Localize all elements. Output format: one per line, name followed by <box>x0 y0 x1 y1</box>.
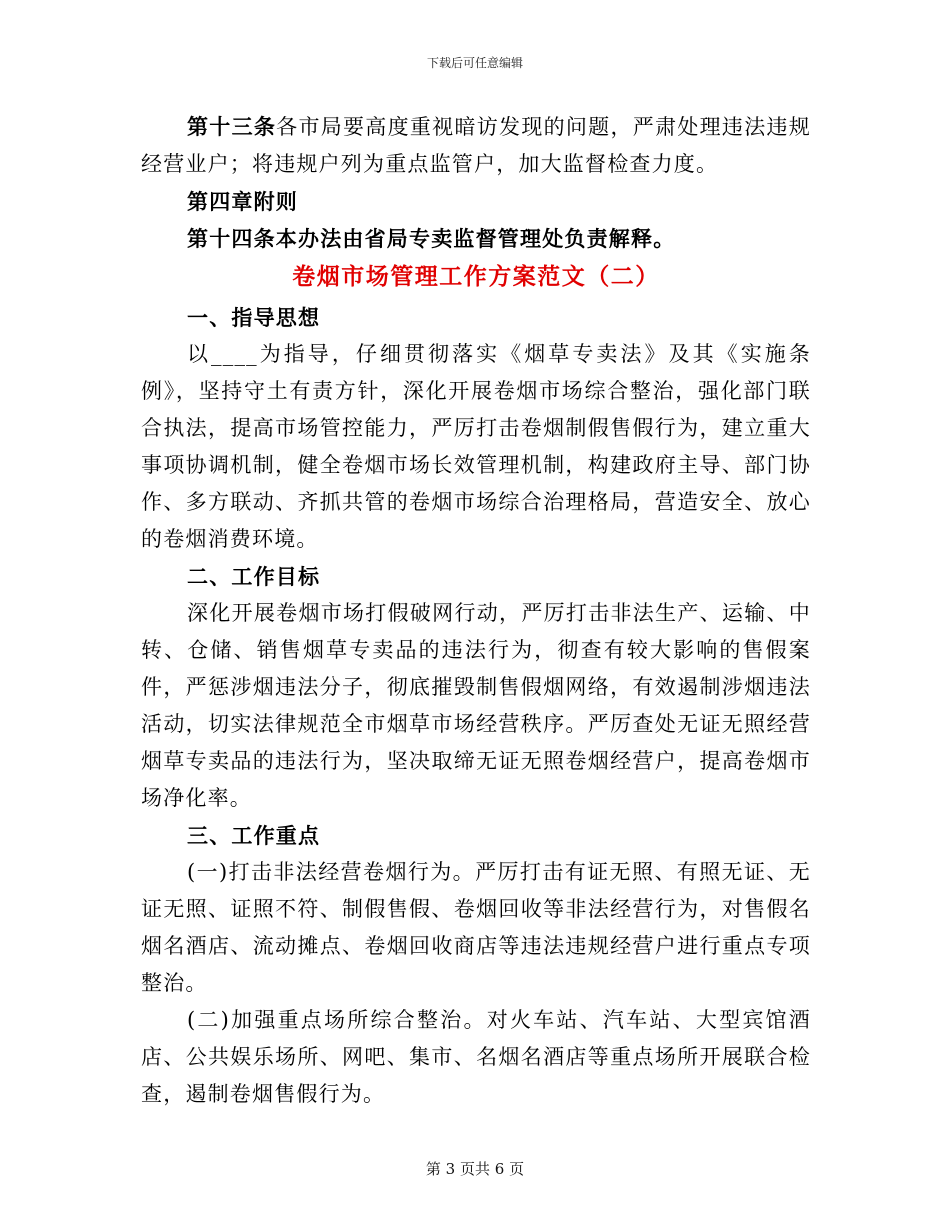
section-3-heading: 三、工作重点 <box>187 823 321 848</box>
document-body <box>141 108 811 1113</box>
section-2-heading: 二、工作目标 <box>187 564 321 589</box>
section-1-body: 以____为指导，仔细贯彻落实《烟草专卖法》及其《实施条例》，坚持守土有责方针，深化开展卷烟市场综合整治，强化部门联合执法，提高市场管控能力，严厉打击卷烟制假售假行为，建立重大事项协调机制，健全卷烟市场长效管理机制，构建政府主导、部门协作、多方联动、齐抓共管的卷烟市场综合治理格局，营造安全、放心的卷烟消费环境。 <box>141 342 811 551</box>
section-1-heading: 一、指导思想 <box>187 305 321 330</box>
article-14: 第十四条本办法由省局专卖监督管理处负责解释。 <box>187 226 676 251</box>
page-footer: 第 3 页共 6 页 <box>425 1160 525 1178</box>
article-13-body: 各市局要高度重视暗访发现的问题，严肃处理违法违规经营业户；将违规户列为重点监管户，加大监督检查力度。 <box>141 115 811 176</box>
section-3-item-2: (二)加强重点场所综合整治。对火车站、汽车站、大型宾馆酒店、公共娱乐场所、网吧、集市、名烟名酒店等重点场所开展联合检查，遏制卷烟售假行为。 <box>141 1008 811 1106</box>
article-13 <box>141 108 811 183</box>
page-header: 下载后可任意编辑 <box>426 56 523 70</box>
section-2-body: 深化开展卷烟市场打假破网行动，严厉打击非法生产、运输、中转、仓储、销售烟草专卖品的违法行为，彻查有较大影响的售假案件，严惩涉烟违法分子，彻底摧毁制售假烟网络，有效遏制涉烟违法活动，切实法律规范全市烟草市场经营秩序。严厉查处无证无照经营烟草专卖品的违法行为，坚决取缔无证无照卷烟经营户，提高卷烟市场净化率。 <box>141 601 811 810</box>
document-title: 卷烟市场管理工作方案范文（二） <box>292 263 660 290</box>
chapter-4-heading: 第四章附则 <box>187 189 298 214</box>
section-3-item-1: (一)打击非法经营卷烟行为。严厉打击有证无照、有照无证、无证无照、证照不符、制假售假、卷烟回收等非法经营行为，对售假名烟名酒店、流动摊点、卷烟回收商店等违法违规经营户进行重点专项整治。 <box>141 860 811 995</box>
article-13-label: 第十三条 <box>187 114 277 139</box>
